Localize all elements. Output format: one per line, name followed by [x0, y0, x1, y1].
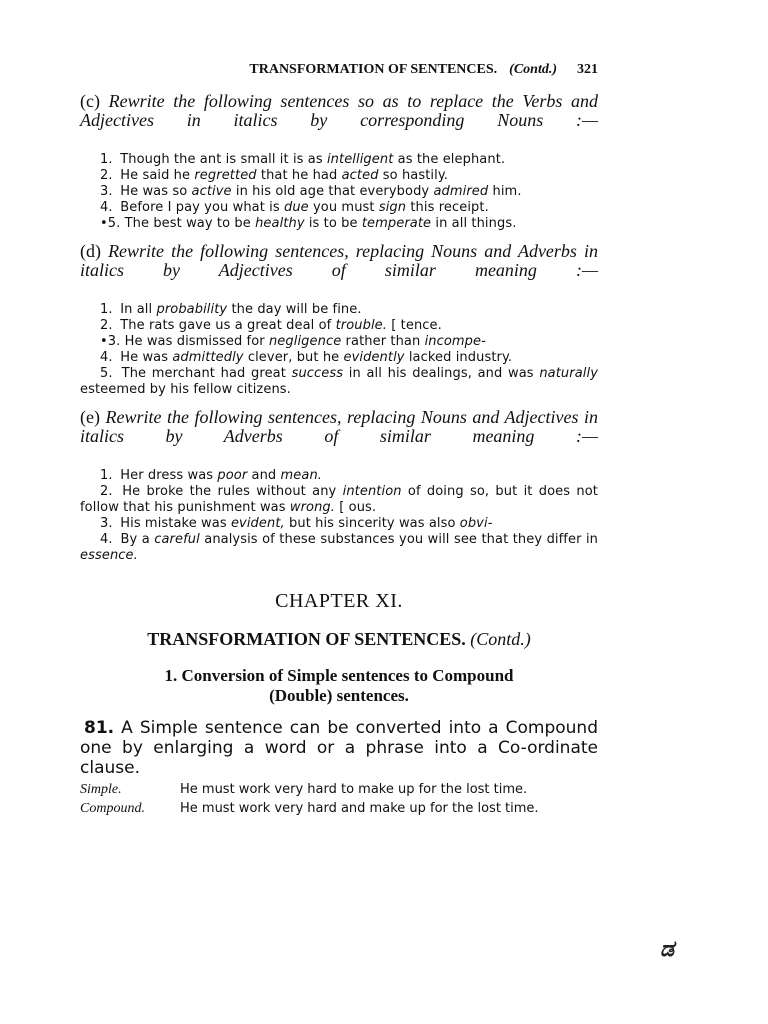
italic-word: success	[291, 366, 344, 381]
running-head-contd: (Contd.)	[509, 62, 557, 77]
italic-word: essence.	[80, 548, 138, 563]
list-item	[80, 366, 598, 398]
exercise-c	[80, 92, 598, 232]
italic-word: incompe-	[424, 334, 486, 349]
list-item	[80, 302, 598, 318]
text-run: him.	[488, 184, 522, 199]
text-run: The best way to be	[124, 216, 256, 231]
example-compound	[80, 801, 598, 817]
running-head	[80, 62, 598, 78]
list-item	[80, 484, 598, 516]
list-item	[80, 200, 598, 216]
text-run: His mistake was	[120, 516, 231, 531]
paragraph-text: A Simple sentence can be converted into a Compound one by enlarging a word or a phrase into a Co-ordinate clause.	[80, 718, 598, 778]
list-item-number: 3.	[100, 184, 113, 199]
list-item	[80, 184, 598, 200]
text-run: The rats gave us a great deal of	[120, 318, 336, 333]
text-run: esteemed by his fellow citizens.	[80, 382, 291, 397]
book-page	[80, 62, 598, 820]
text-run: and	[247, 468, 281, 483]
italic-word: temperate	[361, 216, 432, 231]
exercise-c-heading	[80, 92, 598, 149]
list-item-number: •5.	[100, 216, 121, 231]
example-simple-text: He must work very hard to make up for the lost time.	[180, 782, 528, 797]
chapter-title-contd: (Contd.)	[470, 629, 531, 649]
chapter-title	[80, 629, 598, 650]
list-item	[80, 516, 598, 532]
text-run: of doing so, but it does not follow that his punishment was	[80, 484, 598, 515]
exercise-d-heading	[80, 242, 598, 299]
text-run: [ tence.	[387, 318, 442, 333]
exercise-e-list	[80, 468, 598, 564]
text-run: He broke the rules without any	[122, 484, 343, 499]
exercise-d-list	[80, 302, 598, 398]
text-run: Her dress was	[120, 468, 218, 483]
text-run: He was dismissed for	[124, 334, 269, 349]
italic-word: poor	[217, 468, 248, 483]
text-run: [ ous.	[335, 500, 377, 515]
text-run: in all his dealings, and was	[343, 366, 540, 381]
list-item	[80, 216, 598, 232]
exercise-d-label: (d)	[80, 241, 101, 261]
example-compound-text: He must work very hard and make up for the lost time.	[180, 801, 539, 816]
exercise-d	[80, 242, 598, 398]
exercise-c-instruction: Rewrite the following sentences so as to replace the Verbs and Adjectives in italics by corresponding Nouns :—	[80, 91, 599, 130]
text-run: in all things.	[431, 216, 517, 231]
text-run: He said he	[120, 168, 195, 183]
list-item	[80, 318, 598, 334]
list-item-number: 4.	[100, 200, 113, 215]
italic-word: admittedly	[172, 350, 244, 365]
italic-word: admired	[433, 184, 489, 199]
text-run: the day will be fine.	[227, 302, 362, 317]
italic-word: regretted	[194, 168, 257, 183]
text-run: this receipt.	[406, 200, 489, 215]
list-item	[80, 152, 598, 168]
list-item	[80, 532, 598, 564]
section-title	[80, 666, 598, 706]
italic-word: obvi-	[459, 516, 493, 531]
italic-word: evident,	[230, 516, 285, 531]
exercise-d-instruction: Rewrite the following sentences, replacing Nouns and Adverbs in italics by Adjectives of similar meaning :—	[80, 241, 598, 280]
exercise-c-list	[80, 152, 598, 232]
text-run: you must	[308, 200, 379, 215]
text-run: lacked industry.	[404, 350, 513, 365]
italic-word: due	[283, 200, 309, 215]
text-run: Before I pay you what is	[120, 200, 284, 215]
list-item-number: •3.	[100, 334, 121, 349]
list-item-number: 1.	[100, 152, 113, 167]
text-run: in his old age that everybody	[231, 184, 434, 199]
list-item	[80, 168, 598, 184]
chapter-heading: CHAPTER XI.	[275, 590, 403, 612]
italic-word: negligence	[268, 334, 342, 349]
italic-word: wrong.	[289, 500, 336, 515]
text-run: Though the ant is small it is as	[120, 152, 327, 167]
list-item-number: 1.	[100, 468, 113, 483]
page-number: 321	[577, 62, 598, 77]
italic-word: intelligent	[326, 152, 394, 167]
text-run: that he had	[256, 168, 342, 183]
italic-word: trouble.	[335, 318, 388, 333]
text-run: so hastily.	[378, 168, 449, 183]
text-run: He was	[120, 350, 173, 365]
text-run: The merchant had great	[121, 366, 292, 381]
italic-word: active	[191, 184, 232, 199]
text-run: but his sincerity was also	[284, 516, 460, 531]
text-run: He was so	[120, 184, 192, 199]
list-item	[80, 468, 598, 484]
italic-word: careful	[154, 532, 200, 547]
text-run: clever, but he	[243, 350, 344, 365]
text-run: rather than	[341, 334, 425, 349]
list-item	[80, 350, 598, 366]
italic-word: probability	[156, 302, 228, 317]
running-head-title: TRANSFORMATION OF SENTENCES.	[249, 62, 498, 77]
section-title-line-2: (Double) sentences.	[269, 686, 409, 705]
exercise-e-label: (e)	[80, 407, 100, 427]
italic-word: intention	[342, 484, 402, 499]
italic-word: healthy	[255, 216, 305, 231]
text-run: In all	[120, 302, 157, 317]
italic-word: sign	[378, 200, 407, 215]
italic-word: acted	[341, 168, 379, 183]
example-compound-label: Compound.	[80, 801, 145, 816]
italic-word: mean.	[280, 468, 323, 483]
exercise-c-label: (c)	[80, 91, 100, 111]
example-simple-label: Simple.	[80, 782, 122, 797]
list-item-number: 1.	[100, 302, 113, 317]
list-item-number: 4.	[100, 350, 113, 365]
example-simple	[80, 782, 598, 798]
list-item-number: 3.	[100, 516, 113, 531]
exercise-e	[80, 408, 598, 564]
text-run: as the elephant.	[393, 152, 506, 167]
corner-mark: ಡ	[660, 936, 675, 961]
list-item-number: 2.	[100, 484, 113, 499]
exercise-e-heading	[80, 408, 598, 465]
italic-word: naturally	[539, 366, 598, 381]
list-item-number: 5.	[100, 366, 113, 381]
paragraph-number: 81.	[84, 718, 115, 738]
section-title-line-1: 1. Conversion of Simple sentences to Compound	[164, 666, 514, 685]
list-item	[80, 334, 598, 350]
list-item-number: 2.	[100, 318, 113, 333]
paragraph-81	[80, 718, 598, 778]
text-run: analysis of these substances you will see that they differ in	[199, 532, 599, 547]
exercise-e-instruction: Rewrite the following sentences, replacing Nouns and Adjectives in italics by Adverbs of similar meaning :—	[80, 407, 599, 446]
list-item-number: 2.	[100, 168, 113, 183]
list-item-number: 4.	[100, 532, 113, 547]
text-run: By a	[120, 532, 155, 547]
text-run: is to be	[304, 216, 362, 231]
italic-word: evidently	[343, 350, 405, 365]
chapter-title-text: TRANSFORMATION OF SENTENCES.	[147, 629, 466, 649]
